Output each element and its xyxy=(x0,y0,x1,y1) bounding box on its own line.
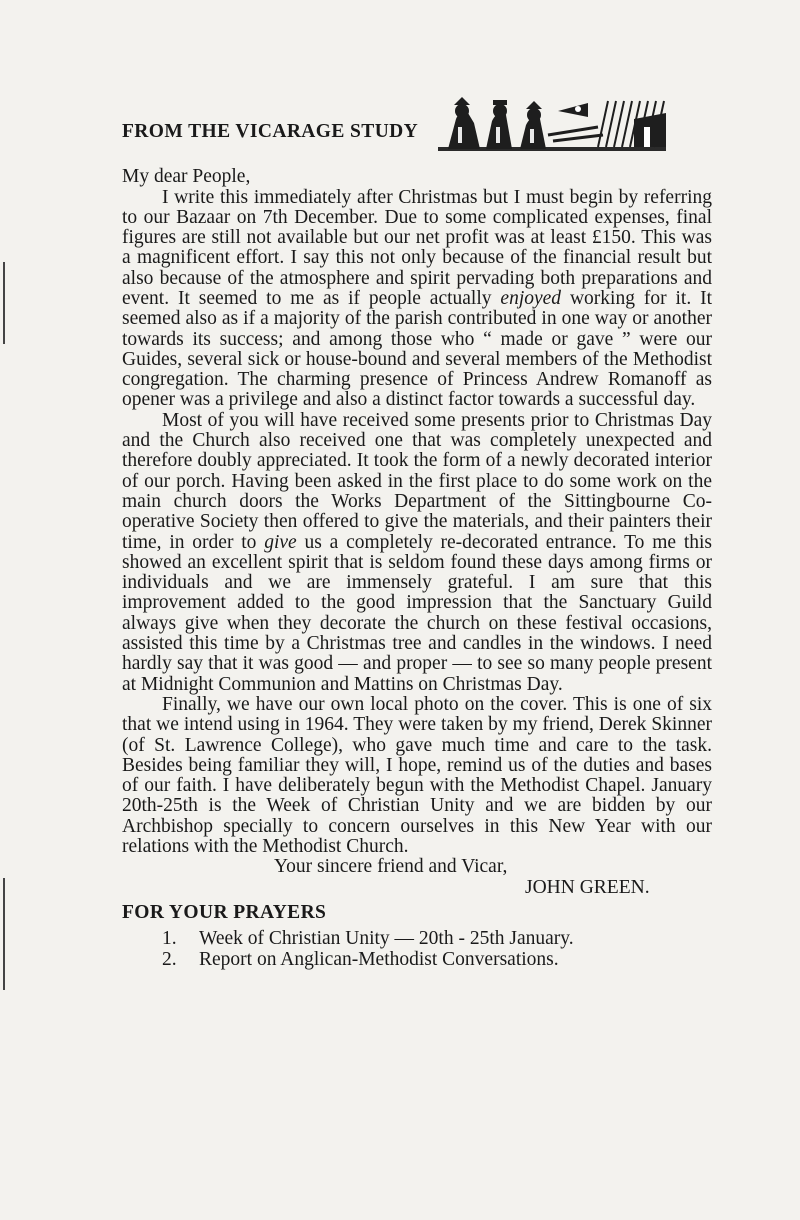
emphasised-word: give xyxy=(264,531,297,553)
three-wise-men-illustration-icon xyxy=(438,97,666,155)
letter-paragraph xyxy=(122,411,712,695)
paragraph-text: Most of you will have received some presents prior to Christmas Day and the Church also received one that was completely unexpected and therefore doubly appreciated. It took the form of a newly decorated interior of our porch. Having been asked in the first place to do some work on the main church doors the Works Department of the Sittingbourne Co-operative Society then offered to give the materials, and their painters their time, in order to xyxy=(122,409,712,553)
paragraph-text: us a completely re-decorated entrance. To me this showed an excellent spirit that is seldom found these days among firms or individuals and we are immensely grateful. I am sure that this improvement added to the good impression that the Sanctuary Guild always give when they decorate the church on these festival occasions, assisted this time by a Christmas tree and candles in the windows. I need hardly say that it was good — and proper — to see so many people present at Midnight Communion and Mattins on Christmas Day. xyxy=(122,531,713,695)
scan-edge-mark xyxy=(3,878,5,990)
closing-line: Your sincere friend and Vicar, xyxy=(274,856,508,878)
letter-body xyxy=(122,188,712,858)
paragraph-text: working for it. It seemed also as if a majority of the parish contributed in one way or another towards its success; and among those who “ made or gave ” were our Guides, several sick or house-bound and several members of the Methodist congregation. The charming presence of Princess Andrew Romanoff as opener was a privilege and also a distinct factor towards a successful day. xyxy=(122,287,713,411)
prayers-heading: FOR YOUR PRAYERS xyxy=(122,901,327,923)
list-item-number: 2. xyxy=(162,948,177,970)
salutation: My dear People, xyxy=(122,166,251,187)
scan-edge-mark xyxy=(3,262,5,344)
emphasised-word: enjoyed xyxy=(500,287,562,309)
letter-paragraph: Finally, we have our own local photo on the cover. This is one of six that we intend using in 1964. They were taken by my friend, Derek Skinner (of St. Lawrence College), who gave much time and care to the task. Besides being familiar they will, I hope, remind us of the duties and bases of our faith. I have deliberately begun with the Methodist Chapel. January 20th-25th is the Week of Christian Unity and we are bidden by our Archbishop specially to concern ourselves in this New Year with our relations with the Methodist Church. xyxy=(122,693,712,857)
signature: JOHN GREEN. xyxy=(525,876,650,898)
prayers-list xyxy=(122,928,712,970)
letter-header xyxy=(122,100,712,155)
letter-paragraph xyxy=(122,188,712,411)
prayers-section xyxy=(122,902,712,970)
list-item-text: Report on Anglican-Methodist Conversations. xyxy=(199,948,559,970)
list-item xyxy=(162,949,712,970)
paragraph-text: I write this immediately after Christmas but I must begin by referring to our Bazaar on 7th December. Due to some complicated expenses, final figures are still not available but our net profit was at least £150. This was a magnificent effort. I say this not only because of the financial result but also because of the atmosphere and spirit pervading both preparations and event. It seemed to me as if people actually xyxy=(122,186,712,309)
list-item xyxy=(162,928,712,949)
letter-closing xyxy=(122,857,712,898)
list-item-text: Week of Christian Unity — 20th - 25th January. xyxy=(199,927,574,949)
section-heading: FROM THE VICARAGE STUDY xyxy=(122,120,419,142)
vicarage-letter-page xyxy=(122,100,712,970)
list-item-number: 1. xyxy=(162,927,177,949)
